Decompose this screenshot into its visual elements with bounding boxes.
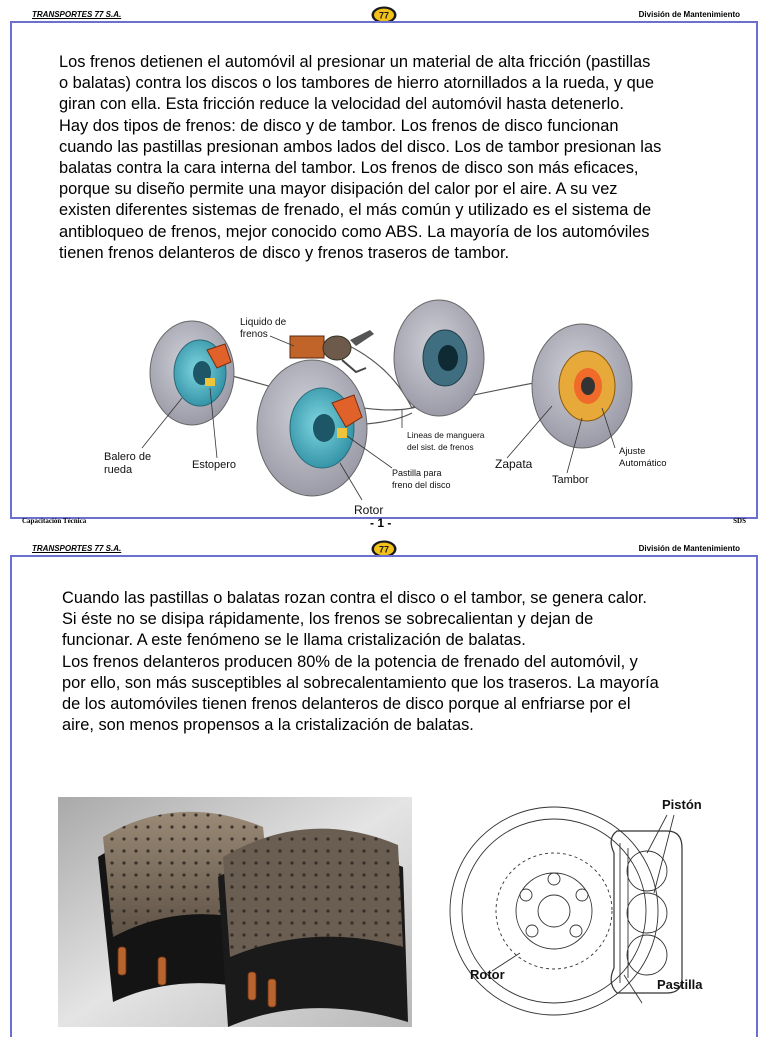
- label-ajuste-1: Ajuste: [619, 446, 646, 457]
- label-estopero: Estopero: [192, 459, 237, 471]
- footer-left: Capacitación Técnica: [22, 517, 87, 525]
- label-liquido-1: Liquido de: [240, 317, 287, 328]
- label-pastilla: Pastilla: [657, 977, 703, 992]
- brake-system-diagram: [82, 278, 667, 518]
- page-number: - 1 -: [370, 516, 392, 530]
- front-right-wheel: [257, 360, 367, 496]
- label-ajuste-2: Automático: [619, 458, 667, 469]
- body-paragraph: Los frenos detienen el automóvil al presionar un material de alta fricción (pastillas o balatas) contra los discos o los tambores de hierro atornillados a la rueda, y que giran con ella. Esta fricción reduce la velocidad del automóvil hasta detenerlo. Hay dos tipos de frenos: de disco y de tambor. Los frenos de disco funcionan cuando las pastillas presionan ambos lados del disco. Los de tambor presionan las balatas contra la cara interna del tambor. Los frenos de disco son más eficaces, porque su diseño permite una mayor disipación del calor por el aire. A su vez existen diferentes sistemas de frenado, el más común y utilizado es el sistema de antibloqueo de frenos, mejor conocido como ABS. La mayoría de los automóviles tienen frenos delanteros de disco y frenos traseros de tambor.: [59, 53, 662, 262]
- svg-text:77: 77: [378, 10, 390, 21]
- company-name: TRANSPORTES 77 S.A.: [32, 10, 122, 19]
- label-lineas-1: Lineas de manguera: [407, 430, 485, 440]
- body-paragraph: Cuando las pastillas o balatas rozan contra el disco o el tambor, se genera calor. Si éste no se disipa rápidamente, los frenos se sobrecalientan y dejan de funcionar. A este fenómeno se le llama cristalización de balatas. Los frenos delanteros producen 80% de la potencia de frenado del automóvil, y por ello, son más susceptibles al sobrecalentamiento que los traseros. La mayoría de los automóviles tienen frenos delanteros de disco porque al enfriarse por el aire, son menos propensos a la cristalización de balatas.: [62, 589, 659, 735]
- label-pastilla-2: freno del disco: [392, 480, 451, 490]
- page-2: [0, 534, 768, 1024]
- caliper-diagram: [442, 793, 712, 1023]
- footer-right: SDS: [733, 517, 746, 525]
- label-rotor: Rotor: [354, 503, 384, 517]
- division-name: División de Mantenimiento: [638, 544, 740, 553]
- page-header: [0, 534, 768, 555]
- label-tambor: Tambor: [552, 474, 589, 486]
- division-name: División de Mantenimiento: [638, 10, 740, 19]
- label-rotor: Rotor: [470, 967, 505, 982]
- brake-lines: [202, 338, 562, 425]
- label-piston: Pistón: [662, 797, 702, 812]
- rear-left-wheel: [394, 300, 484, 416]
- label-lineas-2: del sist. de frenos: [407, 442, 474, 452]
- brake-shoes-photo: [58, 797, 412, 1027]
- label-balero-1: Balero de: [104, 451, 152, 463]
- label-zapata: Zapata: [495, 457, 533, 471]
- label-balero-2: rueda: [104, 464, 133, 476]
- company-name: TRANSPORTES 77 S.A.: [32, 544, 122, 553]
- page-footer: [0, 517, 768, 531]
- label-pastilla-1: Pastilla para: [392, 468, 442, 478]
- svg-text:77: 77: [378, 544, 390, 555]
- front-left-wheel: [150, 321, 234, 425]
- page-header: [0, 0, 768, 21]
- rear-right-wheel: [532, 324, 632, 448]
- label-liquido-2: frenos: [240, 329, 268, 340]
- content-frame: [10, 21, 758, 519]
- content-frame: [10, 555, 758, 1037]
